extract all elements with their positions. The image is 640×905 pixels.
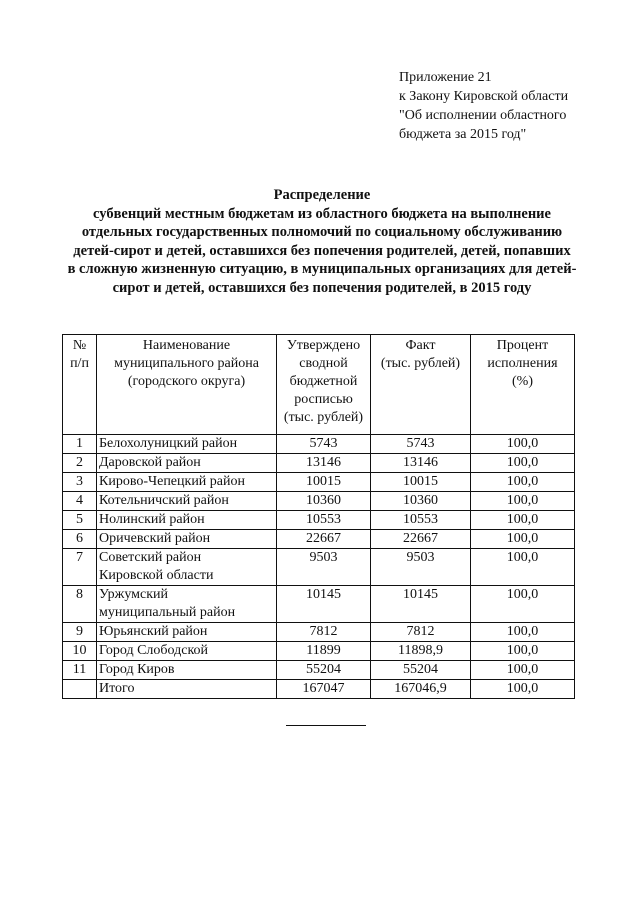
cell-approved: 10360 — [277, 492, 371, 511]
cell-num: 8 — [63, 586, 97, 623]
cell-name: Советский район Кировской области — [97, 549, 277, 586]
cell-percent: 100,0 — [471, 454, 575, 473]
cell-name: Кирово-Чепецкий район — [97, 473, 277, 492]
cell-fact: 10015 — [371, 473, 471, 492]
cell-name: Котельничский район — [97, 492, 277, 511]
table-row — [63, 492, 575, 511]
cell-name: Юрьянский район — [97, 623, 277, 642]
cell-approved: 167047 — [277, 680, 371, 699]
header-num: № п/п — [63, 335, 97, 435]
cell-fact: 55204 — [371, 661, 471, 680]
header-fact: Факт (тыс. рублей) — [371, 335, 471, 435]
cell-num: 6 — [63, 530, 97, 549]
cell-approved: 11899 — [277, 642, 371, 661]
table-row — [63, 661, 575, 680]
appendix-line: Приложение 21 — [399, 70, 492, 85]
cell-name: Даровской район — [97, 454, 277, 473]
table-row — [63, 586, 575, 623]
cell-num: 11 — [63, 661, 97, 680]
cell-approved: 22667 — [277, 530, 371, 549]
table-row — [63, 511, 575, 530]
cell-percent: 100,0 — [471, 642, 575, 661]
table-row — [63, 623, 575, 642]
cell-num: 2 — [63, 454, 97, 473]
cell-fact: 7812 — [371, 623, 471, 642]
cell-name: Итого — [97, 680, 277, 699]
table-row — [63, 530, 575, 549]
table-header-row — [63, 335, 575, 435]
title-line: детей-сирот и детей, оставшихся без попечения родителей, детей, попавших — [73, 242, 571, 259]
cell-approved: 10015 — [277, 473, 371, 492]
header-percent: Процент исполнения (%) — [471, 335, 575, 435]
appendix-line: бюджета за 2015 год" — [399, 127, 527, 142]
title-line: в сложную жизненную ситуацию, в муниципальных организациях для детей- — [67, 261, 577, 277]
table-row — [63, 435, 575, 454]
document-title — [60, 186, 584, 297]
cell-fact: 9503 — [371, 549, 471, 586]
title-line: сирот и детей, оставшихся без попечения родителей, в 2015 году — [112, 279, 532, 296]
subvention-table — [62, 334, 575, 699]
cell-approved: 9503 — [277, 549, 371, 586]
cell-name: Оричевский район — [97, 530, 277, 549]
cell-name: Уржумский муниципальный район — [97, 586, 277, 623]
table-row — [63, 454, 575, 473]
cell-percent: 100,0 — [471, 661, 575, 680]
cell-percent: 100,0 — [471, 435, 575, 454]
title-line: Распределение — [273, 187, 371, 203]
cell-approved: 7812 — [277, 623, 371, 642]
appendix-note — [399, 68, 568, 144]
cell-name: Город Слободской — [97, 642, 277, 661]
cell-name: Нолинский район — [97, 511, 277, 530]
appendix-line: "Об исполнении областного — [399, 108, 567, 123]
cell-percent: 100,0 — [471, 511, 575, 530]
cell-fact: 10360 — [371, 492, 471, 511]
cell-fact: 10553 — [371, 511, 471, 530]
cell-percent: 100,0 — [471, 680, 575, 699]
cell-fact: 167046,9 — [371, 680, 471, 699]
cell-approved: 55204 — [277, 661, 371, 680]
cell-percent: 100,0 — [471, 549, 575, 586]
cell-percent: 100,0 — [471, 492, 575, 511]
table-row — [63, 642, 575, 661]
appendix-line: к Закону Кировской области — [399, 89, 569, 104]
cell-approved: 10145 — [277, 586, 371, 623]
cell-fact: 13146 — [371, 454, 471, 473]
cell-percent: 100,0 — [471, 586, 575, 623]
cell-fact: 11898,9 — [371, 642, 471, 661]
cell-name: Белохолуницкий район — [97, 435, 277, 454]
cell-num: 1 — [63, 435, 97, 454]
cell-approved: 13146 — [277, 454, 371, 473]
table-total-row — [63, 680, 575, 699]
cell-num — [63, 680, 97, 699]
cell-percent: 100,0 — [471, 623, 575, 642]
cell-percent: 100,0 — [471, 530, 575, 549]
cell-num: 10 — [63, 642, 97, 661]
cell-fact: 22667 — [371, 530, 471, 549]
cell-percent: 100,0 — [471, 473, 575, 492]
cell-approved: 5743 — [277, 435, 371, 454]
title-line: субвенций местным бюджетам из областного бюджета на выполнение — [93, 205, 551, 222]
cell-name: Город Киров — [97, 661, 277, 680]
closing-divider — [286, 725, 366, 726]
cell-num: 5 — [63, 511, 97, 530]
cell-fact: 10145 — [371, 586, 471, 623]
cell-num: 3 — [63, 473, 97, 492]
cell-approved: 10553 — [277, 511, 371, 530]
cell-num: 9 — [63, 623, 97, 642]
header-name: Наименование муниципального района (городского округа) — [97, 335, 277, 435]
table-row — [63, 473, 575, 492]
cell-fact: 5743 — [371, 435, 471, 454]
cell-num: 4 — [63, 492, 97, 511]
table-row — [63, 549, 575, 586]
cell-num: 7 — [63, 549, 97, 586]
title-line: отдельных государственных полномочий по социальному обслуживанию — [81, 224, 563, 240]
header-approved: Утверждено сводной бюджетной росписью (тыс. рублей) — [277, 335, 371, 435]
